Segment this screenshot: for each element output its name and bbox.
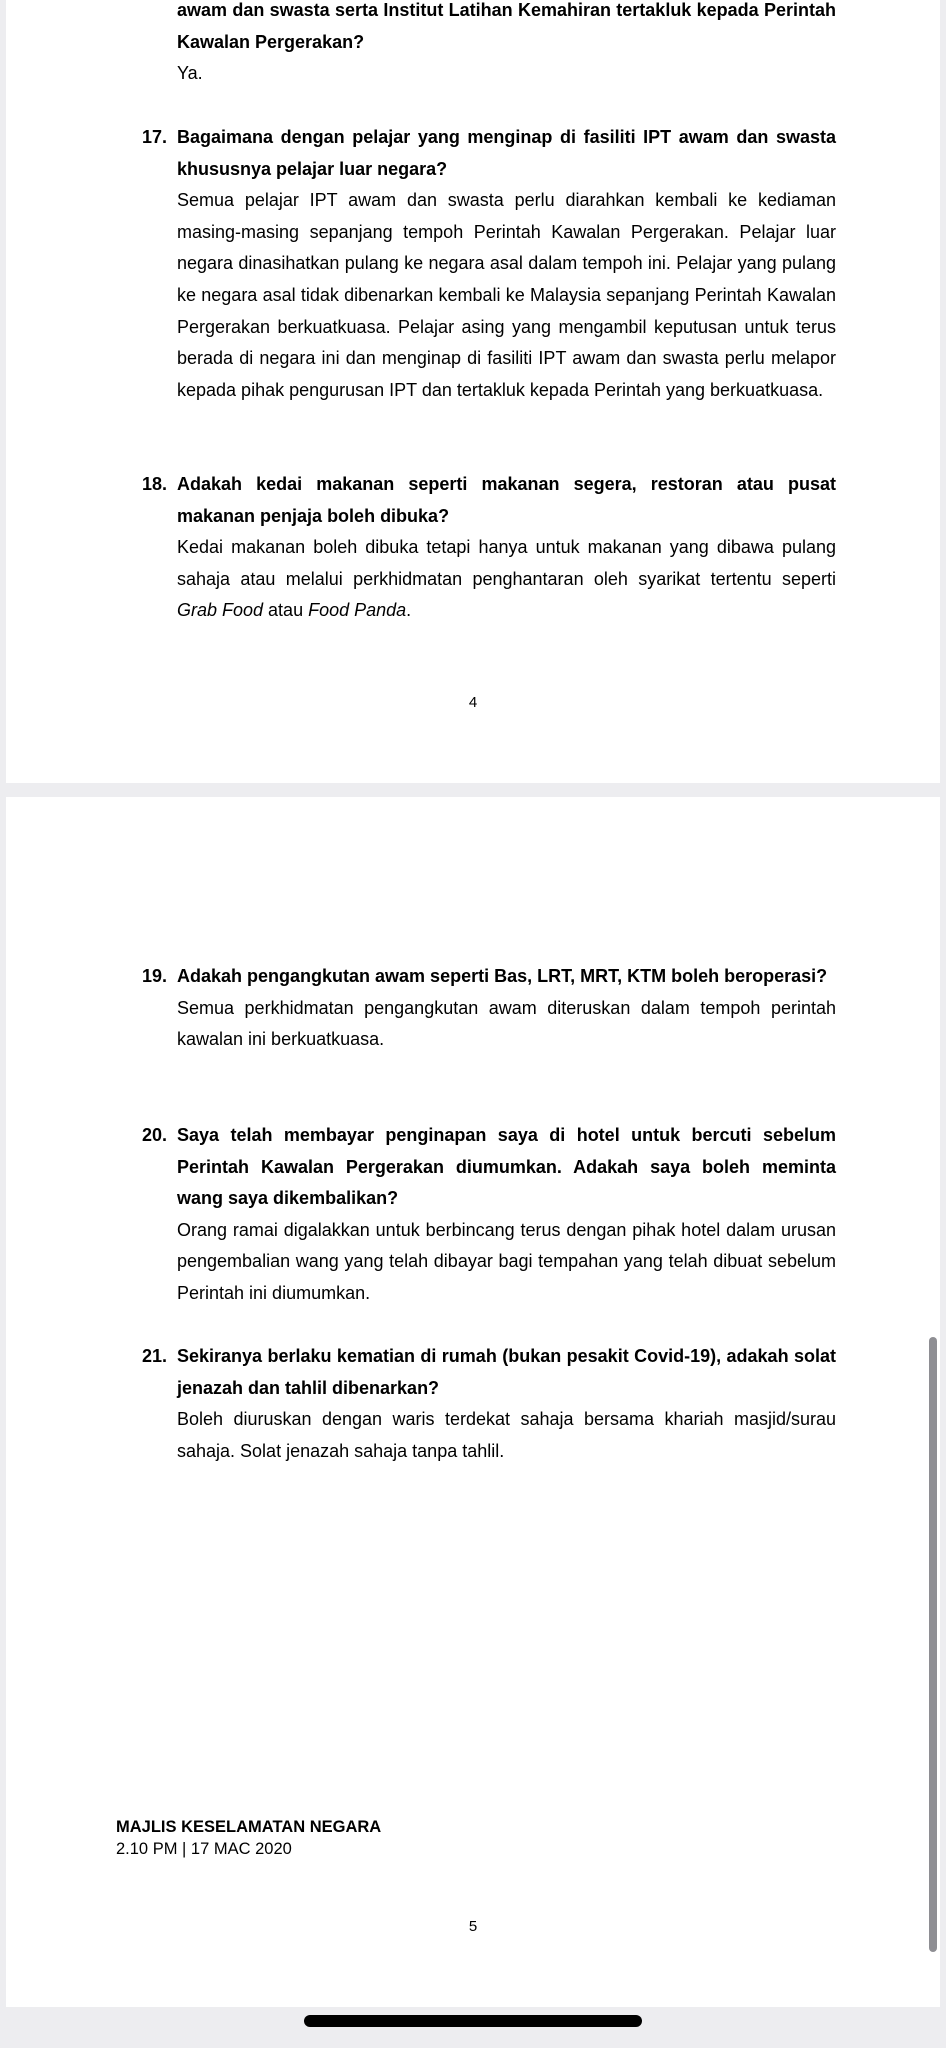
- question-number: 17.: [142, 127, 168, 147]
- answer-text: Semua perkhidmatan pengangkutan awam diteruskan dalam tempoh perintah kawalan ini berkuatkuasa.: [177, 997, 836, 1050]
- answer-text: Semua pelajar IPT awam dan swasta perlu diarahkan kembali ke kediaman masing-masing sepanjang tempoh Perintah Kawalan Pergerakan. Pelajar luar negara dinasihatkan pulang ke negara asal dalam tempoh ini. Pelajar yang pulang ke negara asal tidak dibenarkan kembali ke Malaysia sepanjang Perintah Kawalan Pergerakan berkuatkuasa. Pelajar asing yang mengambil keputusan untuk terus berada di negara ini dan menginap di fasiliti IPT awam dan swasta perlu melapor kepada pihak pengurusan IPT dan tertakluk kepada Perintah yang berkuatkuasa.: [177, 190, 836, 400]
- question-body: Adakah pengangkutan awam seperti Bas, LRT, MRT, KTM boleh beroperasi?: [177, 966, 828, 986]
- faq-item-16-continued: [142, 0, 836, 90]
- answer-italic-food-panda: Food Panda: [308, 600, 407, 621]
- question-number: 21.: [142, 1346, 168, 1366]
- question-text: [142, 1341, 836, 1404]
- question-number: 18.: [142, 474, 168, 494]
- question-number: 19.: [142, 966, 168, 986]
- document-page-4: [6, 0, 940, 783]
- faq-item-19: [142, 961, 836, 1056]
- answer-join: atau: [263, 600, 309, 621]
- document-footer: [116, 1816, 381, 1860]
- question-body: Bagaimana dengan pelajar yang menginap di fasiliti IPT awam dan swasta khususnya pelajar luar negara?: [177, 127, 836, 179]
- question-number: 20.: [142, 1125, 168, 1145]
- faq-item-20: [142, 1120, 836, 1310]
- answer-text: Boleh diuruskan dengan waris terdekat sahaja bersama khariah masjid/surau sahaja. Solat jenazah sahaja tanpa tahlil.: [177, 1409, 836, 1461]
- footer-datetime: 2.10 PM | 17 MAC 2020: [116, 1840, 292, 1858]
- question-text: [142, 1120, 836, 1215]
- answer-text: Ya.: [177, 63, 203, 84]
- faq-item-17: [142, 122, 836, 406]
- question-text: [142, 961, 836, 993]
- faq-item-21: [142, 1341, 836, 1467]
- answer-part: Kedai makanan boleh dibuka tetapi hanya untuk makanan yang dibawa pulang sahaja atau melalui perkhidmatan penghantaran oleh syarikat tertentu seperti: [177, 537, 836, 589]
- home-indicator-bar[interactable]: [304, 2015, 642, 2027]
- question-text: [142, 469, 836, 532]
- question-text: [142, 122, 836, 185]
- question-body: Sekiranya berlaku kematian di rumah (bukan pesakit Covid-19), adakah solat jenazah dan tahlil dibenarkan?: [177, 1346, 836, 1398]
- faq-item-18: [142, 469, 836, 627]
- question-text: [142, 0, 836, 58]
- question-body: Adakah kedai makanan seperti makanan segera, restoran atau pusat makanan penjaja boleh dibuka?: [177, 474, 836, 526]
- footer-organization: MAJLIS KESELAMATAN NEGARA: [116, 1818, 382, 1836]
- answer-end: .: [406, 600, 412, 621]
- vertical-scrollbar[interactable]: [929, 1337, 937, 1952]
- page-number: 4: [468, 694, 478, 711]
- document-page-5: [6, 797, 940, 2007]
- answer-text: [142, 532, 836, 627]
- answer-text: Orang ramai digalakkan untuk berbincang terus dengan pihak hotel dalam urusan pengembalian wang yang telah dibayar bagi tempahan yang telah dibuat sebelum Perintah ini diumumkan.: [177, 1219, 836, 1303]
- page-number: 5: [468, 1918, 478, 1935]
- answer-italic-grab-food: Grab Food: [177, 600, 264, 621]
- question-tail: awam dan swasta serta Institut Latihan Kemahiran tertakluk kepada Perintah Kawalan Pergerakan?: [177, 0, 836, 52]
- question-body: Saya telah membayar penginapan saya di hotel untuk bercuti sebelum Perintah Kawalan Pergerakan diumumkan. Adakah saya boleh meminta wang saya dikembalikan?: [177, 1125, 836, 1209]
